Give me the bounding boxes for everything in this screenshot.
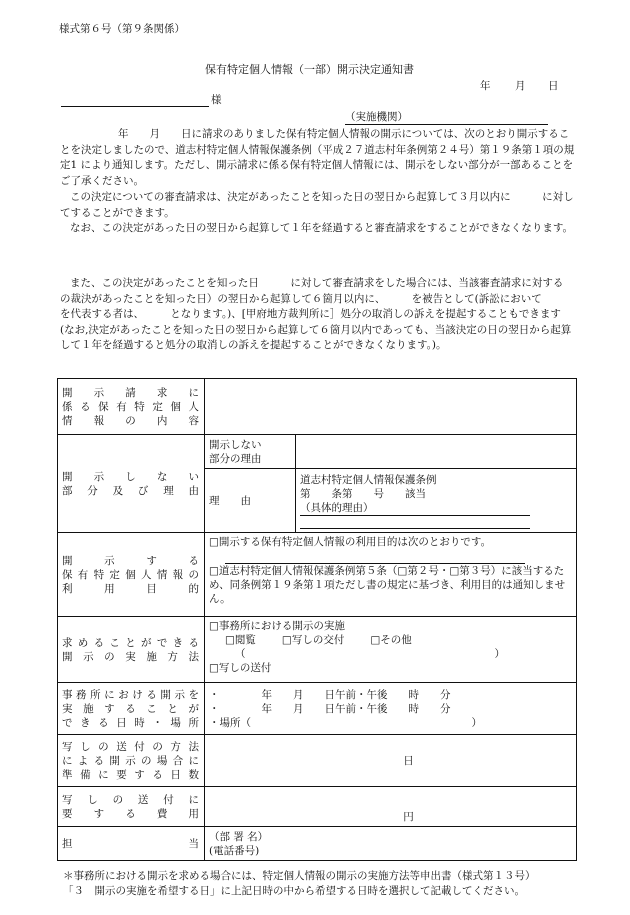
purpose-option-1[interactable]: □開示する保有特定個人情報の利用目的は次のとおりです。 xyxy=(209,536,492,548)
label-datetime: 事務所における開示を 実施することが できる日時・場所 xyxy=(58,683,205,735)
row-contact xyxy=(58,827,577,861)
method-inspection-checkbox[interactable]: □閲覧 xyxy=(225,634,256,646)
datetime-place: ・場所（ ） xyxy=(209,716,482,729)
addressee-suffix: 様 xyxy=(211,94,222,106)
method-other-checkbox[interactable]: □その他 xyxy=(370,634,412,646)
date-day: 日 xyxy=(548,80,559,92)
value-prep-days[interactable]: 日 xyxy=(205,735,577,787)
paragraph-4: また、この決定があったことを知った日 に対して審査請求をした場合には、当該審査請求に対する の裁決があったことを知った日）の翌日から起算して６箇月以内に、 を被告として(訴訟において を代表する者は、 となります。)、[甲府地方裁判所に］処分の取消しの訴えを提起することもできます(なお,決定があったことを知った日の翌日から起算して６箇月以内であっても、当該決定の日の翌日から起算して１年を経過すると処分の取消しの訴えを提起することができなくなります。)。 xyxy=(60,277,595,351)
label-non-disclosure-part: 開示しない 部分の理由 xyxy=(205,435,296,469)
value-method xyxy=(205,617,577,683)
footnote-line-1: ＊事務所における開示を求める場合には、特定個人情報の開示の実施方法等申出書（様式第１３号） xyxy=(63,870,536,882)
value-contact[interactable] xyxy=(205,827,577,861)
disclosure-table xyxy=(57,378,577,861)
method-paren-close: ） xyxy=(494,648,505,660)
purpose-option-2[interactable]: □道志村特定個人情報保護条例第５条（□第２号・□第３号）に該当するため、同条例第１９条第１項ただし書の規定に基づき、利用目的は通知しません。 xyxy=(209,565,566,605)
method-copy-delivery-checkbox[interactable]: □写しの交付 xyxy=(281,634,345,646)
row-datetime xyxy=(58,683,577,735)
contact-phone: (電話番号) xyxy=(209,844,260,857)
paragraph-2: この決定についての審査請求は、決定があったことを知った日の翌日から起算して３月以内に に対してすることができます。 xyxy=(60,191,574,219)
row-non-disclosure-1 xyxy=(58,435,577,469)
value-request-content[interactable] xyxy=(205,379,577,435)
page-title: 保有特定個人情報（一部）開示決定通知書 xyxy=(205,63,414,76)
label-prep-days: 写しの送付の方法 による開示の場合に 準備に要する日数 xyxy=(58,735,205,787)
label-purpose: 開示する 保有特定個人情報の 利用目的 xyxy=(58,533,205,617)
row-purpose xyxy=(58,533,577,617)
datetime-slot-2: ・ 年 月 日午前・午後 時 分 xyxy=(209,702,451,715)
method-mail-checkbox[interactable]: □写しの送付 xyxy=(209,662,272,674)
datetime-slot-1: ・ 年 月 日午前・午後 時 分 xyxy=(209,688,451,701)
row-method xyxy=(58,617,577,683)
method-office-checkbox[interactable]: □事務所における開示の実施 xyxy=(209,620,345,632)
date-month: 月 xyxy=(515,80,526,92)
paragraph-1: 年 月 日に請求のありました保有特定個人情報の開示については、次のとおり開示することを決定しましたので、道志村特定個人情報保護条例（平成２７道志村年条例第２４号）第１９条第１項の規定1 により通知します。ただし、開示請求に係る保有特定個人情報には、開示をしない部分が一部あることをご了承ください。 xyxy=(60,128,575,187)
value-reason[interactable]: 道志村特定個人情報保護条例 第 条第 号 該当 （具体的理由） xyxy=(296,469,577,533)
label-contact: 担 当 xyxy=(58,827,205,861)
method-paren-open: （ xyxy=(235,648,246,660)
label-cost: 写しの送付に 要する費用 xyxy=(58,787,205,827)
label-non-disclosure: 開示しない 部分及び理由 xyxy=(58,435,205,533)
label-request-content: 開示請求に 係る保有特定個人 情報の内容 xyxy=(58,379,205,435)
value-datetime[interactable] xyxy=(205,683,577,735)
value-non-disclosure-part[interactable] xyxy=(296,435,577,469)
contact-department: （部 署 名） xyxy=(209,830,269,843)
value-purpose[interactable] xyxy=(205,533,577,617)
value-cost[interactable]: 円 xyxy=(205,787,577,827)
label-method: 求めることができる 開示の実施方法 xyxy=(58,617,205,683)
addressee-line xyxy=(61,106,209,107)
date-year: 年 xyxy=(480,80,491,92)
row-request-content xyxy=(58,379,577,435)
footnote xyxy=(63,869,583,899)
footnote-line-2: 「３ 開示の実施を希望する日」に上記日時の中から希望する日時を選択して記載してください。 xyxy=(63,885,525,897)
label-reason: 理 由 xyxy=(205,469,296,533)
paragraph-3: なお、この決定があった日の翌日から起算して１年を経過すると審査請求をすることができなくなります。 xyxy=(70,222,574,234)
row-cost xyxy=(58,787,577,827)
agency-label: （実施機関） xyxy=(345,110,548,125)
row-prep-days xyxy=(58,735,577,787)
form-number: 様式第６号（第９条関係） xyxy=(59,23,185,35)
